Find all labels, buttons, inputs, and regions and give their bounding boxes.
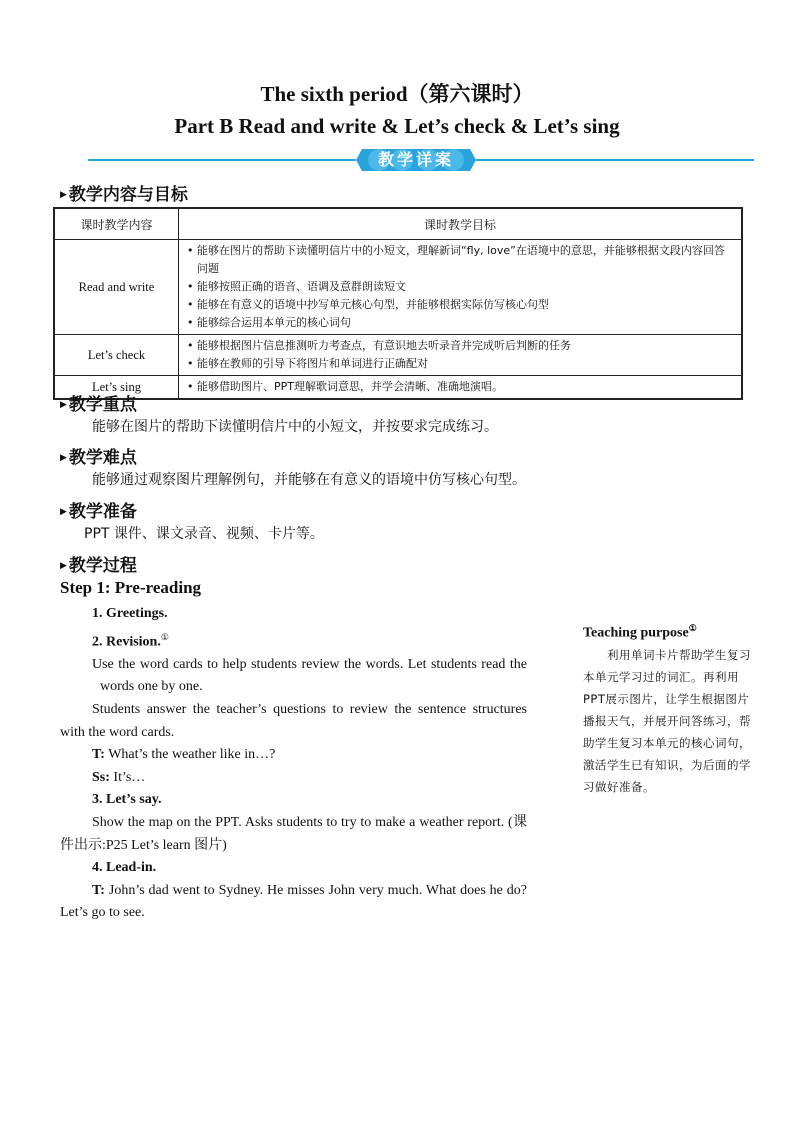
section-content-heading: ▶ 教学内容与目标 [60,185,188,205]
table-row [54,376,742,400]
difficult-text: 能够通过观察图片理解例句，并能够在有意义的语境中仿写核心句型。 [92,472,526,488]
table-header: 课时教学目标 [179,208,743,240]
goal-item: • 能够根据图片信息推测听力考查点，有意识地去听录音并完成听后判断的任务 [187,339,571,352]
banner-label: 教学详案 [377,150,454,169]
goal-item: • 能够借助图片、PPT理解歌词意思，并学会清晰、准确地演唱。 [187,380,503,393]
triangle-icon: ▶ [60,453,67,463]
teaching-purpose-note [583,623,755,798]
revision-heading: 2. Revision. [92,634,161,650]
step1-title: Step 1: Pre-reading [60,578,202,597]
row-label: Let’s check [54,335,179,376]
goals-table [53,207,743,400]
triangle-icon: ▶ [60,561,67,571]
dialogue-line-teacher: T: What’s the weather like in…? [92,747,276,763]
row-goals [179,240,743,335]
row-label: Read and write [54,240,179,335]
row-label: Let’s sing [54,376,179,400]
row-goals [179,335,743,376]
table-row [54,335,742,376]
prepare-text: PPT 课件、课文录音、视频、卡片等。 [84,526,324,542]
banner-line-right [476,159,754,161]
letssay-heading: 3. Let’s say. [92,792,162,808]
letssay-paragraph: Show the map on the PPT. Asks students to try to make a weather report. (课件出示:P25 Let’s learn 图片) [60,815,527,853]
triangle-icon: ▶ [60,400,67,410]
section-process-heading: ▶ 教学过程 [60,556,137,576]
banner-line-left [88,159,356,161]
triangle-icon: ▶ [60,507,67,517]
goal-item: • 能够在有意义的语境中抄写单元核心句型，并能够根据实际仿写核心句型 [187,298,549,311]
goal-item: • 能够在图片的帮助下读懂明信片中的小短文，理解新词“fly, love”在语境中的意思，并能够根据文段内容回答问题 [187,244,725,275]
step1-body [60,603,527,925]
section-prepare-heading: ▶ 教学准备 [60,502,137,522]
leadin-heading: 4. Lead-in. [92,860,157,876]
page-title: The sixth period（第六课时） [260,82,534,106]
key-text: 能够在图片的帮助下读懂明信片中的小短文，并按要求完成练习。 [92,419,498,435]
teaching-purpose-text: 利用单词卡片帮助学生复习本单元学习过的词汇。再利用PPT展示图片，让学生根据图片播报天气，并展开问答练习，帮助学生复习本单元的核心词句，激活学生已有知识，为后面的学习做好准备。 [583,647,751,794]
table-header: 课时教学内容 [54,208,179,240]
section-difficult-heading: ▶ 教学难点 [60,448,137,468]
goal-item: • 能够按照正确的语音、语调及意群朗读短文 [187,280,406,293]
triangle-icon: ▶ [60,190,67,200]
dialogue-line-students: Ss: It’s… [92,769,146,785]
row-goals [179,376,743,400]
page-subtitle: Part B Read and write & Let’s check & Let’s sing [174,114,620,138]
table-row [54,240,742,335]
table-header-row [54,208,742,240]
revision-paragraph-1: Use the word cards to help students review the words. Let students read the words one by one. [92,656,527,695]
leadin-paragraph: T: John’s dad went to Sydney. He misses John very much. What does he do? Let’s go to see. [60,882,527,921]
goal-item: • 能够综合运用本单元的核心词句 [187,316,351,329]
greetings-heading: 1. Greetings. [92,606,168,621]
section-key-heading: ▶ 教学重点 [60,395,137,415]
goal-item: • 能够在教师的引导下将图片和单词进行正确配对 [187,357,428,370]
footnote-mark: ① [160,631,169,642]
revision-paragraph-2: Students answer the teacher’s questions to review the sentence structures with the word cards. [60,702,527,740]
teaching-purpose-title: Teaching purpose① [583,623,697,641]
